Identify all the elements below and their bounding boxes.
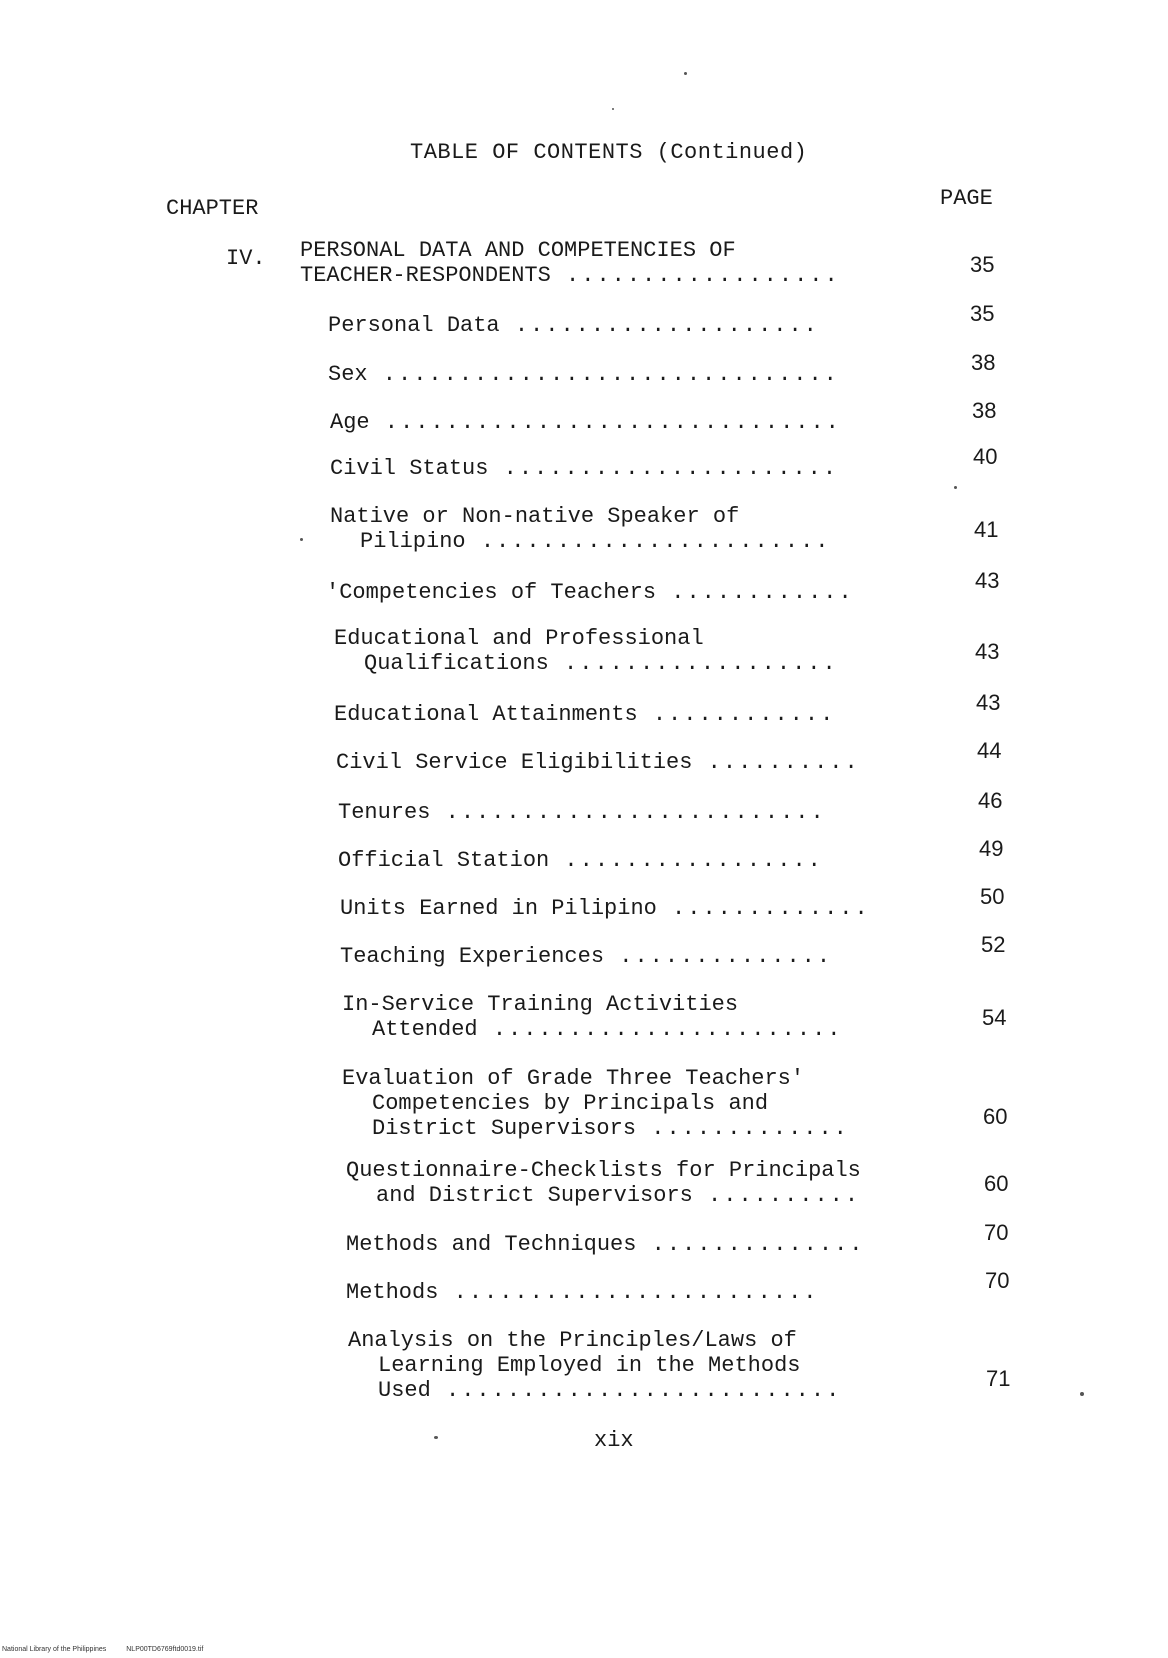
- toc-entry-line: [340, 896, 870, 921]
- toc-entry-text: Educational and Professional: [334, 626, 704, 651]
- footer-filename: NLP00TD6769ftd0019.tif: [126, 1646, 204, 1653]
- toc-entry-text: Units Earned in Pilipino: [340, 896, 657, 921]
- leader-dots: .............: [636, 1116, 849, 1141]
- scan-speck: [954, 486, 957, 489]
- toc-entry: [348, 1328, 841, 1403]
- toc-entry-text: Evaluation of Grade Three Teachers': [342, 1066, 805, 1091]
- toc-entry-text: Age: [330, 410, 370, 435]
- toc-entry-line: [330, 529, 830, 554]
- toc-entry: [346, 1158, 861, 1208]
- toc-entry-text: Competencies by Principals and: [372, 1091, 769, 1116]
- toc-page-number: 60: [984, 1171, 1009, 1196]
- leader-dots: ..............: [636, 1232, 865, 1257]
- toc-entry: [328, 313, 819, 338]
- toc-entry-line: [340, 944, 832, 969]
- toc-page-number: 70: [985, 1268, 1010, 1293]
- toc-entry: [330, 456, 838, 481]
- toc-entry-line: [338, 800, 826, 825]
- toc-entry-line: [328, 313, 819, 338]
- toc-entry-text: Attended: [372, 1017, 478, 1042]
- chapter-title-line: TEACHER-RESPONDENTS ..................: [300, 263, 840, 288]
- toc-entry-text: Learning Employed in the Methods: [378, 1353, 801, 1378]
- toc-entry: [338, 800, 826, 825]
- toc-entry-line: [348, 1353, 841, 1378]
- page-column-header: PAGE: [940, 186, 993, 211]
- toc-entry: [338, 848, 823, 873]
- toc-page-number: 50: [980, 884, 1005, 909]
- toc-entry-line: [336, 750, 860, 775]
- toc-entry-line: [326, 580, 854, 605]
- toc-entry-text: Used: [378, 1378, 431, 1403]
- leader-dots: ..............................: [367, 362, 839, 387]
- toc-entry-line: [348, 1328, 841, 1353]
- leader-dots: ..............: [604, 944, 833, 969]
- scan-speck: [684, 72, 687, 75]
- scan-speck: [1080, 1392, 1084, 1396]
- leader-dots: ..........................: [430, 1378, 842, 1403]
- toc-entry-text: Official Station: [338, 848, 550, 873]
- scan-speck: [434, 1436, 438, 1439]
- toc-page-number: 60: [983, 1104, 1008, 1129]
- toc-page-number: 40: [973, 444, 998, 469]
- toc-entry: [346, 1280, 818, 1305]
- toc-entry: [328, 362, 839, 387]
- toc-entry-line: [328, 362, 839, 387]
- leader-dots: ......................: [488, 456, 839, 481]
- toc-entry-line: [334, 626, 838, 651]
- toc-entry-text: Tenures: [338, 800, 431, 825]
- page-title: TABLE OF CONTENTS (Continued): [410, 140, 808, 165]
- toc-entry-text: Educational Attainments: [334, 702, 638, 727]
- toc-page-number: 38: [972, 398, 997, 423]
- toc-page-number: 49: [979, 836, 1004, 861]
- toc-page-number: 35: [970, 301, 995, 326]
- toc-entry-line: [342, 1066, 849, 1091]
- scan-speck: [300, 538, 303, 541]
- chapter-title: [300, 238, 840, 288]
- toc-page-number: 43: [975, 639, 1000, 664]
- toc-page-number: 54: [982, 1005, 1007, 1030]
- leader-dots: .................: [549, 848, 823, 873]
- toc-entry: [342, 1066, 849, 1141]
- toc-entry-text: Civil Service Eligibilities: [336, 750, 693, 775]
- chapter-column-header: CHAPTER: [166, 196, 259, 221]
- toc-entry-line: [338, 848, 823, 873]
- leader-dots: ..........: [692, 750, 860, 775]
- toc-entry-text: and District Supervisors: [376, 1183, 693, 1208]
- toc-entry-line: [342, 992, 842, 1017]
- toc-entry-text: District Supervisors: [372, 1116, 637, 1141]
- footer-library: National Library of the Philippines: [2, 1646, 107, 1653]
- toc-entry-line: [342, 1091, 849, 1116]
- toc-entry-text: Methods: [346, 1280, 439, 1305]
- toc-entry: [342, 992, 842, 1042]
- toc-page-number: 44: [977, 738, 1002, 763]
- toc-entry: [346, 1232, 865, 1257]
- toc-entry-line: [346, 1158, 861, 1183]
- toc-entry-line: [334, 702, 835, 727]
- leader-dots: ..........: [692, 1183, 861, 1208]
- toc-entry-text: Personal Data: [328, 313, 500, 338]
- toc-entry: [336, 750, 860, 775]
- toc-entry-line: [346, 1232, 865, 1257]
- toc-page-number: 70: [984, 1220, 1009, 1245]
- leader-dots: ..................: [548, 651, 838, 676]
- toc-entry-line: [342, 1116, 849, 1141]
- toc-entry-line: [342, 1017, 842, 1042]
- scan-speck: [612, 108, 614, 110]
- toc-entry-line: [330, 504, 830, 529]
- chapter-number: IV.: [226, 246, 266, 271]
- leader-dots: .........................: [430, 800, 826, 825]
- toc-entry-line: [330, 456, 838, 481]
- toc-entry: [330, 504, 830, 554]
- page-folio: xix: [594, 1428, 634, 1453]
- toc-entry-text: Sex: [328, 362, 368, 387]
- toc-entry: [334, 626, 838, 676]
- toc-page-number: 52: [981, 932, 1006, 957]
- toc-entry: [334, 702, 835, 727]
- toc-entry-text: Analysis on the Principles/Laws of: [348, 1328, 797, 1353]
- toc-entry-line: [348, 1378, 841, 1403]
- toc-entry-text: In-Service Training Activities: [342, 992, 739, 1017]
- leader-dots: ..............................: [369, 410, 841, 435]
- toc-entry: [340, 896, 870, 921]
- toc-entry-text: Methods and Techniques: [346, 1232, 637, 1257]
- leader-dots: ....................: [499, 313, 819, 338]
- toc-page-number: 43: [976, 690, 1001, 715]
- toc-entry-line: [334, 651, 838, 676]
- toc-entry: [326, 580, 854, 605]
- chapter-page-number: 35: [970, 252, 995, 277]
- chapter-title-line: PERSONAL DATA AND COMPETENCIES OF: [300, 238, 736, 263]
- leader-dots: ........................: [438, 1280, 819, 1305]
- leader-dots: .......................: [477, 1017, 843, 1042]
- toc-page-number: 46: [978, 788, 1003, 813]
- toc-page-number: 43: [975, 568, 1000, 593]
- toc-entry-text: Civil Status: [330, 456, 489, 481]
- toc-entry-text: Qualifications: [364, 651, 549, 676]
- toc-entry: [330, 410, 841, 435]
- toc-entry-text: Native or Non-native Speaker of: [330, 504, 740, 529]
- leader-dots: .............: [656, 896, 870, 921]
- leader-dots: .......................: [465, 529, 831, 554]
- toc-entry-line: [346, 1183, 861, 1208]
- toc-entry-line: [330, 410, 841, 435]
- leader-dots: ............: [637, 702, 836, 727]
- toc-entry-text: 'Competencies of Teachers: [326, 580, 657, 605]
- scan-footer: [2, 1646, 221, 1653]
- toc-entry-text: Pilipino: [360, 529, 466, 554]
- toc-page-number: 41: [974, 517, 999, 542]
- toc-page-number: 71: [986, 1366, 1011, 1391]
- toc-entry-text: Teaching Experiences: [340, 944, 605, 969]
- toc-entry: [340, 944, 832, 969]
- toc-entry-text: Questionnaire-Checklists for Principals: [346, 1158, 861, 1183]
- toc-page-number: 38: [971, 350, 996, 375]
- toc-entry-line: [346, 1280, 818, 1305]
- leader-dots: ............: [656, 580, 854, 605]
